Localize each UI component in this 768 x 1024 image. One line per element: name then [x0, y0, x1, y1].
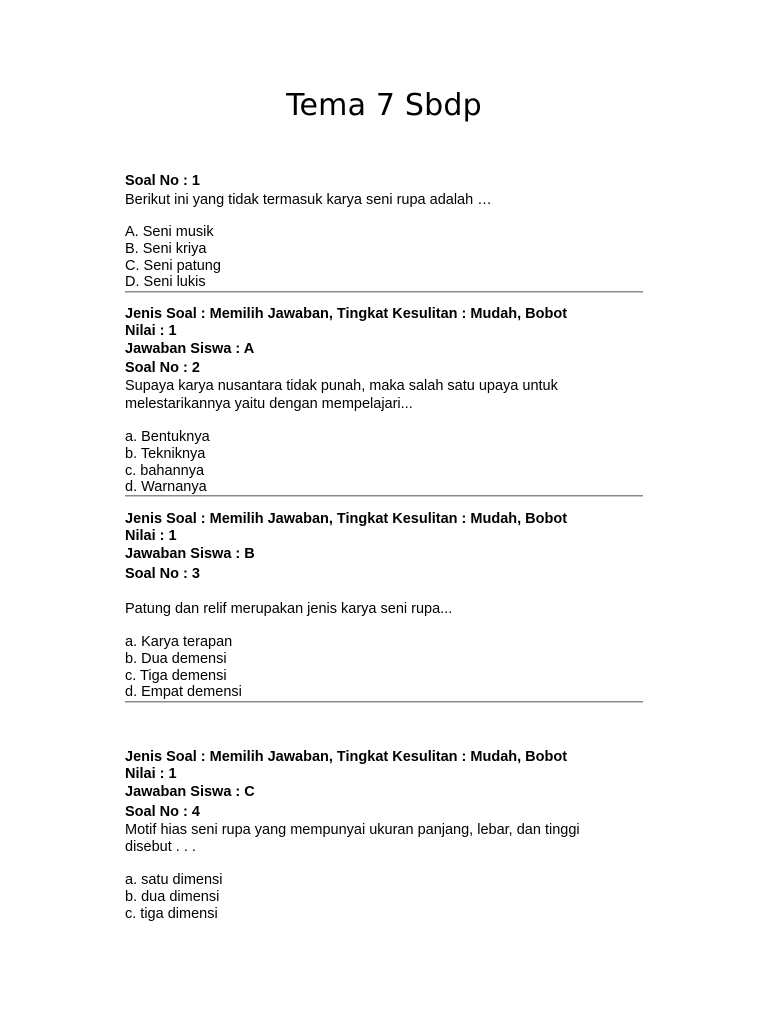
question-2-answer: Jawaban Siswa : B — [125, 546, 255, 562]
question-3-meta-line1: Jenis Soal : Memilih Jawaban, Tingkat Kesulitan : Mudah, Bobot — [125, 749, 568, 765]
question-1-number: Soal No : 1 — [125, 173, 200, 189]
question-3-option-b: b. Dua demensi — [125, 650, 227, 667]
question-3-number: Soal No : 3 — [125, 566, 200, 582]
question-4-options — [125, 872, 645, 922]
question-1-option-b: B. Seni kriya — [125, 240, 207, 257]
question-3-option-c: c. Tiga demensi — [125, 667, 227, 684]
question-1-meta-line2: Nilai : 1 — [125, 323, 177, 339]
question-3-meta-line2: Nilai : 1 — [125, 766, 177, 782]
question-2-option-d: d. Warnanya — [125, 479, 207, 496]
question-2-number: Soal No : 2 — [125, 360, 200, 376]
document-title: Tema 7 Sbdp — [286, 88, 482, 123]
question-3-answer: Jawaban Siswa : C — [125, 784, 255, 800]
question-1-answer: Jawaban Siswa : A — [125, 341, 255, 357]
question-4-text-line2: disebut . . . — [125, 839, 196, 855]
question-3-text: Patung dan relif merupakan jenis karya seni rupa... — [125, 601, 453, 617]
question-1-meta-line1: Jenis Soal : Memilih Jawaban, Tingkat Kesulitan : Mudah, Bobot — [125, 306, 568, 322]
question-1-option-a: A. Seni musik — [125, 224, 214, 240]
question-1-options — [125, 224, 645, 291]
question-2-options — [125, 429, 645, 496]
question-1-option-c: C. Seni patung — [125, 257, 221, 274]
question-4-text-line1: Motif hias seni rupa yang mempunyai ukuran panjang, lebar, dan tinggi — [125, 822, 580, 838]
question-3-option-a: a. Karya terapan — [125, 634, 233, 650]
question-3-option-d: d. Empat demensi — [125, 684, 242, 701]
question-2-divider — [125, 495, 643, 497]
question-2-option-c: c. bahannya — [125, 462, 205, 479]
question-4-option-a: a. satu dimensi — [125, 872, 223, 888]
question-4-number: Soal No : 4 — [125, 804, 200, 820]
question-2-meta-line2: Nilai : 1 — [125, 528, 177, 544]
question-3-divider — [125, 701, 643, 703]
question-1-option-d: D. Seni lukis — [125, 274, 206, 291]
question-2-option-b: b. Tekniknya — [125, 445, 206, 462]
question-2-text-line1: Supaya karya nusantara tidak punah, maka salah satu upaya untuk — [125, 378, 558, 394]
question-1-divider — [125, 291, 643, 293]
question-4-option-c: c. tiga dimensi — [125, 905, 218, 922]
question-1-text: Berikut ini yang tidak termasuk karya seni rupa adalah … — [125, 192, 492, 208]
question-3-options — [125, 634, 645, 701]
question-4-option-b: b. dua dimensi — [125, 888, 220, 905]
question-2-meta-line1: Jenis Soal : Memilih Jawaban, Tingkat Kesulitan : Mudah, Bobot — [125, 511, 568, 527]
question-2-option-a: a. Bentuknya — [125, 429, 210, 445]
question-2-text-line2: melestarikannya yaitu dengan mempelajari... — [125, 396, 413, 412]
